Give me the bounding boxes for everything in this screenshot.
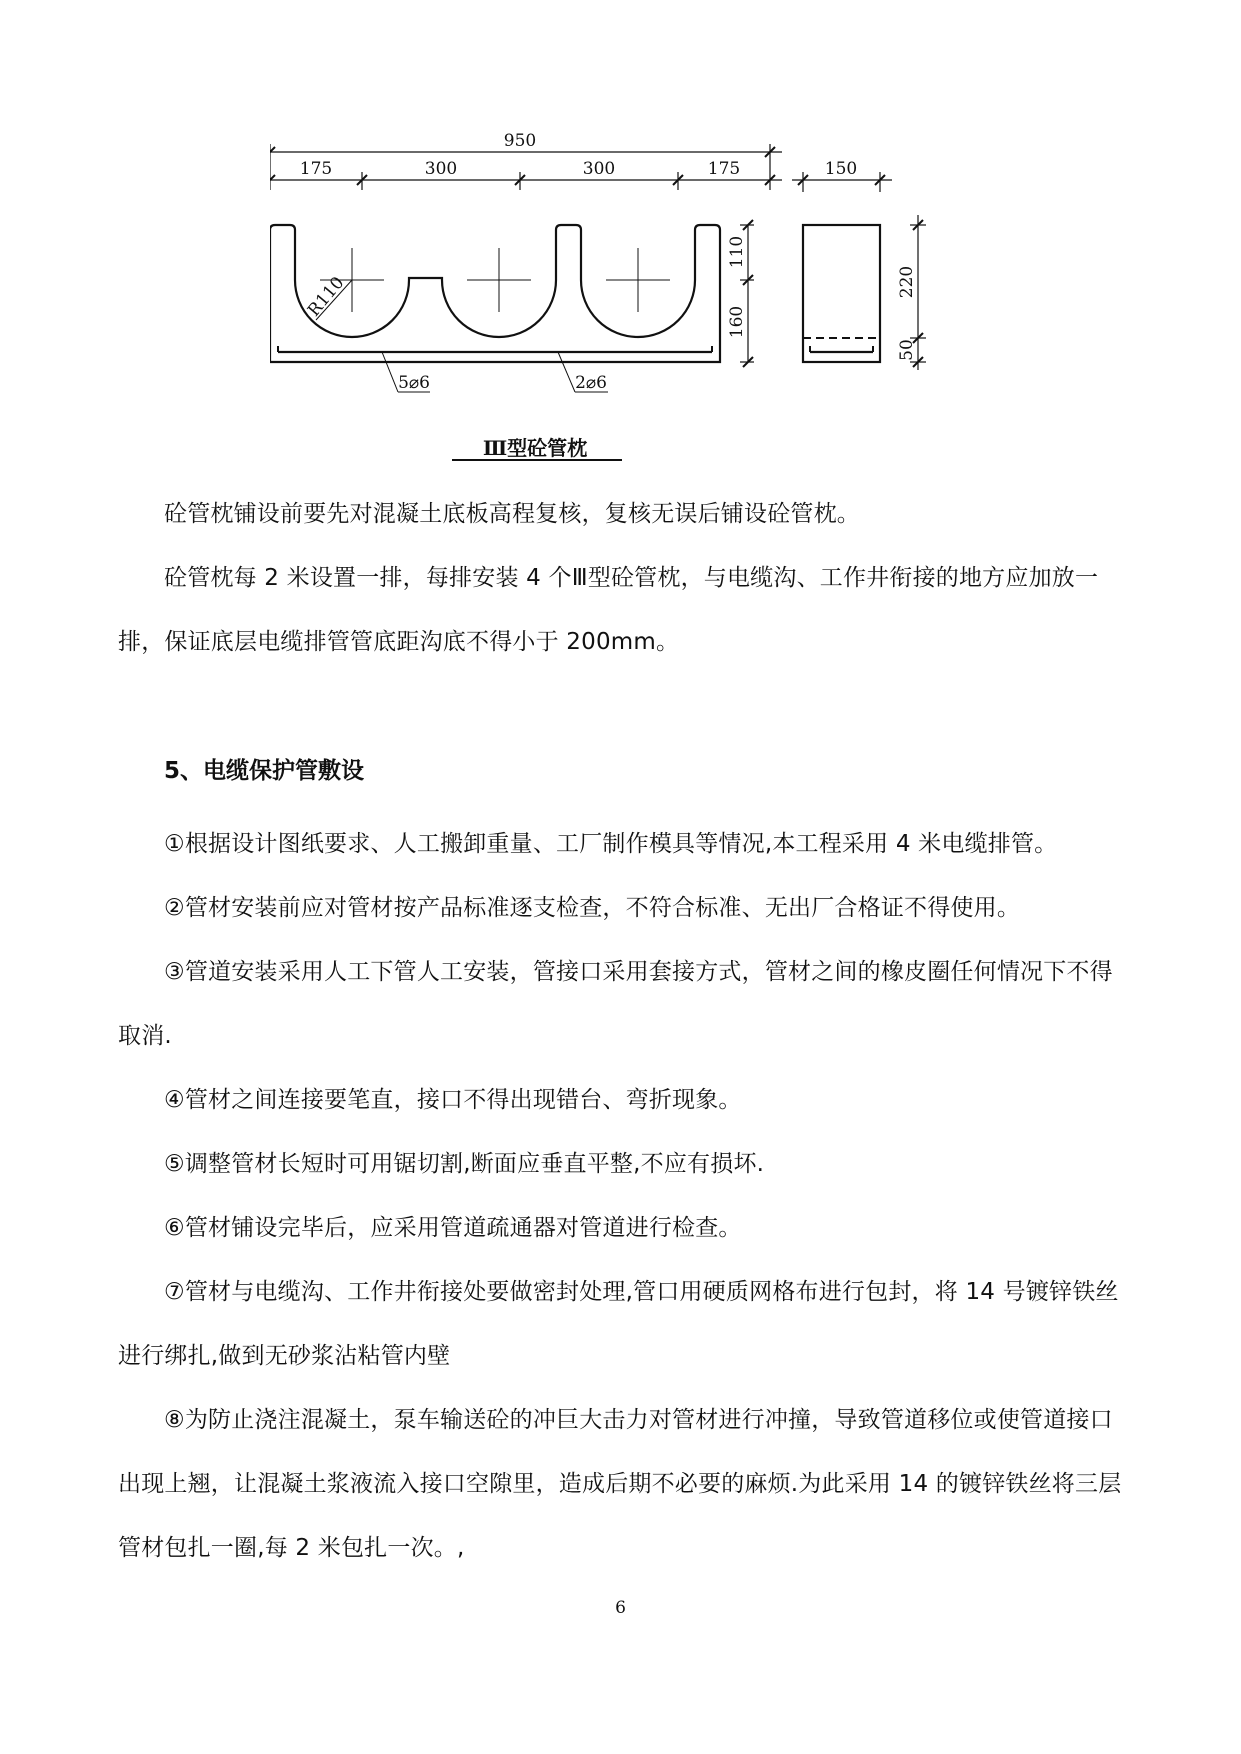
item-6: ⑥管材铺设完毕后，应采用管道疏通器对管道进行检查。	[164, 1215, 742, 1241]
dim-seg-3: 300	[582, 159, 616, 179]
dim-seg-1: 175	[299, 159, 333, 179]
item-5: ⑤调整管材长短时可用锯切割,断面应垂直平整,不应有损坏.	[164, 1151, 765, 1177]
paragraph-2: 砼管枕每 2 米设置一排，每排安装 4 个Ⅲ型砼管枕，与电缆沟、工作井衔接的地方应加放一排，保证底层电缆排管管底距沟底不得小于 200mm。	[118, 565, 1099, 655]
item-3: ③管道安装采用人工下管人工安装，管接口采用套接方式，管材之间的橡皮圈任何情况下不得取消.	[118, 959, 1113, 1049]
rebar-label-1: 5⌀6	[398, 373, 430, 393]
caption-underline	[452, 459, 622, 461]
dim-total: 950	[503, 131, 537, 151]
item-4: ④管材之间连接要笔直，接口不得出现错台、弯折现象。	[164, 1087, 742, 1113]
dim-seg-4: 175	[707, 159, 741, 179]
dim-side-upper: 220	[897, 265, 917, 299]
radius-label: R110	[303, 273, 349, 321]
dim-seg-2: 300	[424, 159, 458, 179]
figure-caption: Ⅲ型砼管枕	[482, 436, 588, 460]
paragraph-1: 砼管枕铺设前要先对混凝土底板高程复核，复核无误后铺设砼管枕。	[164, 501, 860, 527]
section-heading: 5、电缆保护管敷设	[164, 758, 365, 784]
item-7: ⑦管材与电缆沟、工作井衔接处要做密封处理,管口用硬质网格布进行包封，将 14 号镀锌铁丝进行绑扎,做到无砂浆沾粘管内壁	[118, 1279, 1119, 1369]
item-8: ⑧为防止浇注混凝土，泵车输送砼的冲巨大击力对管材进行冲撞，导致管道移位或使管道接口出现上翘，让混凝土浆液流入接口空隙里，造成后期不必要的麻烦.为此采用 14 的镀锌铁丝将三层管材包扎一圈,每 2 米包扎一次。,	[118, 1407, 1122, 1561]
item-2: ②管材安装前应对管材按产品标准逐支检查，不符合标准、无出厂合格证不得使用。	[164, 895, 1021, 921]
dim-lower-height: 160	[727, 305, 747, 339]
rebar-label-2: 2⌀6	[575, 373, 607, 393]
dim-side-width: 150	[824, 159, 858, 179]
item-1: ①根据设计图纸要求、人工搬卸重量、工厂制作模具等情况,本工程采用 4 米电缆排管。	[164, 831, 1058, 857]
dim-side-lower: 50	[897, 339, 917, 361]
pipe-pillow-drawing	[270, 130, 1030, 460]
page-number: 6	[615, 1598, 626, 1618]
dim-upper-height: 110	[727, 235, 747, 269]
drawing-svg	[270, 130, 1030, 460]
